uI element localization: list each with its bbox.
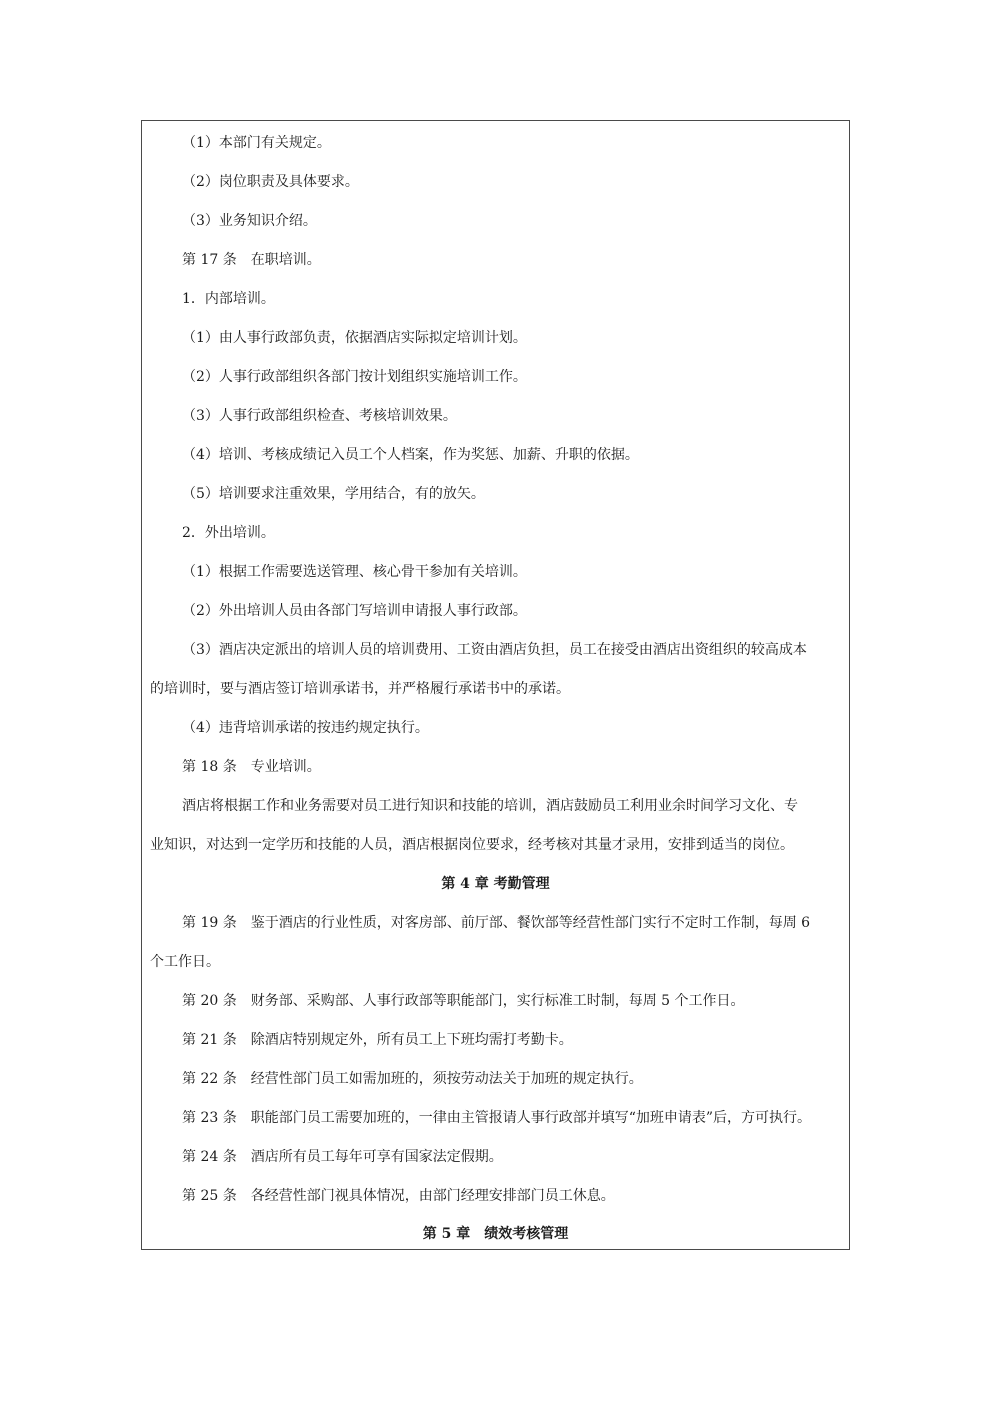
paragraph: （3）业务知识介绍。 <box>182 213 317 229</box>
article-line: 第 23 条 职能部门员工需要加班的，一律由主管报请人事行政部并填写“加班申请表”后，方可执行。 <box>182 1110 812 1126</box>
article-number: 第 23 条 <box>182 1110 237 1126</box>
paragraph-continuation: 的培训时，要与酒店签订培训承诺书，并严格履行承诺书中的承诺。 <box>150 681 570 697</box>
paragraph: （3）人事行政部组织检查、考核培训效果。 <box>182 408 457 424</box>
document-frame <box>141 120 850 1250</box>
article-line: 第 24 条 酒店所有员工每年可享有国家法定假期。 <box>182 1149 503 1165</box>
paragraph: （3）酒店决定派出的培训人员的培训费用、工资由酒店负担，员工在接受由酒店出资组织的较高成本 <box>182 642 807 658</box>
paragraph-continuation: 业知识，对达到一定学历和技能的人员，酒店根据岗位要求，经考核对其量才录用，安排到适当的岗位。 <box>150 837 794 853</box>
article-number: 第 20 条 <box>182 993 237 1009</box>
article-number: 第 21 条 <box>182 1032 237 1048</box>
paragraph: （1）根据工作需要选送管理、核心骨干参加有关培训。 <box>182 564 527 580</box>
chapter-heading: 第 4 章 考勤管理 <box>441 876 550 892</box>
article-line: 第 21 条 除酒店特别规定外，所有员工上下班均需打考勤卡。 <box>182 1032 573 1048</box>
paragraph: （2）岗位职责及具体要求。 <box>182 174 359 190</box>
paragraph: （1）由人事行政部负责，依据酒店实际拟定培训计划。 <box>182 330 527 346</box>
paragraph: （4）违背培训承诺的按违约规定执行。 <box>182 720 429 736</box>
paragraph: 酒店将根据工作和业务需要对员工进行知识和技能的培训，酒店鼓励员工利用业余时间学习文化、专 <box>182 798 798 814</box>
paragraph: （1）本部门有关规定。 <box>182 135 331 151</box>
article-number: 第 17 条 <box>182 252 237 268</box>
article-number: 第 22 条 <box>182 1071 237 1087</box>
article-line: 第 17 条 在职培训。 <box>182 252 321 268</box>
article-number: 第 19 条 <box>182 915 237 931</box>
article-number: 第 24 条 <box>182 1149 237 1165</box>
paragraph: （2）人事行政部组织各部门按计划组织实施培训工作。 <box>182 369 527 385</box>
paragraph: 1．内部培训。 <box>182 291 275 307</box>
paragraph-continuation: 个工作日。 <box>150 954 220 970</box>
article-line: 第 19 条 鉴于酒店的行业性质，对客房部、前厅部、餐饮部等经营性部门实行不定时工作制，每周 6 <box>182 915 811 931</box>
paragraph: （4）培训、考核成绩记入员工个人档案，作为奖惩、加薪、升职的依据。 <box>182 447 639 463</box>
article-line: 第 18 条 专业培训。 <box>182 759 321 775</box>
paragraph: 2．外出培训。 <box>182 525 275 541</box>
article-line: 第 20 条 财务部、采购部、人事行政部等职能部门，实行标准工时制，每周 5 个工作日。 <box>182 993 745 1009</box>
chapter-heading: 第 5 章 绩效考核管理 <box>422 1226 569 1242</box>
paragraph: （2）外出培训人员由各部门写培训申请报人事行政部。 <box>182 603 527 619</box>
article-number: 第 18 条 <box>182 759 237 775</box>
article-line: 第 25 条 各经营性部门视具体情况，由部门经理安排部门员工休息。 <box>182 1188 615 1204</box>
paragraph: （5）培训要求注重效果，学用结合，有的放矢。 <box>182 486 485 502</box>
article-line: 第 22 条 经营性部门员工如需加班的，须按劳动法关于加班的规定执行。 <box>182 1071 643 1087</box>
article-number: 第 25 条 <box>182 1188 237 1204</box>
